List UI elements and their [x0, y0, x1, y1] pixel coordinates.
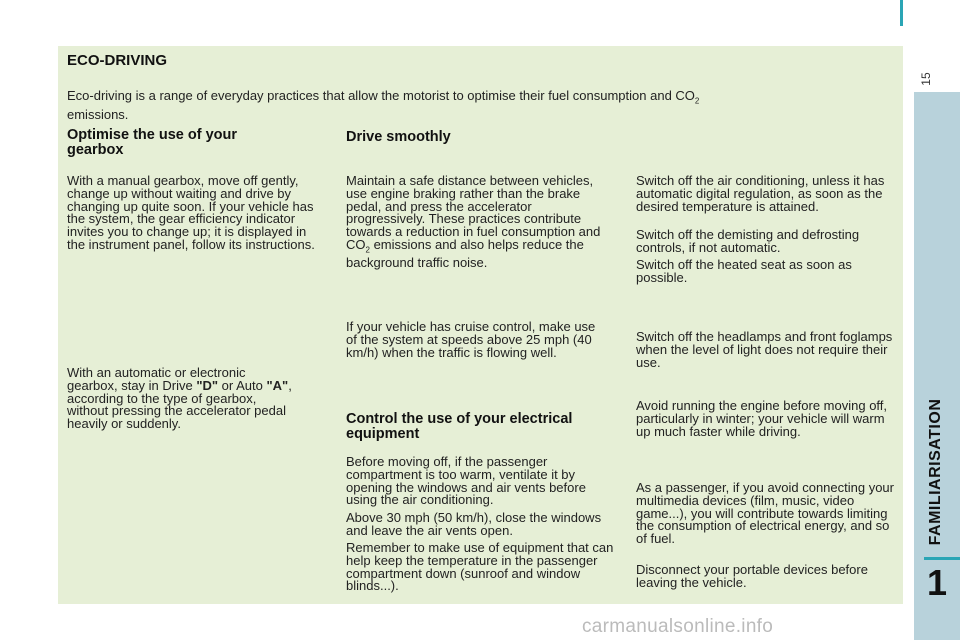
- top-accent-line: [900, 0, 903, 26]
- watermark: carmanualsonline.info: [582, 616, 774, 637]
- drive-mode-label: "D": [196, 377, 219, 393]
- intro-text-end: emissions.: [67, 106, 129, 122]
- intro-paragraph: [67, 89, 837, 121]
- chapter-divider: [924, 557, 960, 560]
- engine-idle-paragraph: Avoid running the engine before moving off, particularly in winter; your vehicle will warm up much faster while driving.: [636, 398, 888, 439]
- page-title: ECO-DRIVING: [67, 52, 168, 69]
- subscript: 2: [365, 245, 370, 255]
- portable-devices-paragraph: Disconnect your portable devices before leaving the vehicle.: [636, 562, 868, 590]
- text-run: Maintain a safe distance between vehicles, use engine braking rather than the brake pedal, and press the accelerator progressively. These practices contribute towards a reduction in fuel consumption and CO: [346, 173, 601, 252]
- heading-electrical-equipment: Control the use of your electrical equipment: [346, 411, 573, 442]
- multimedia-paragraph: As a passenger, if you avoid connecting your multimedia devices (film, music, video game...), you will contribute towards limiting the consumption of electrical energy, and so of fuel.: [636, 480, 894, 547]
- gearbox-manual-paragraph: With a manual gearbox, move off gently, change up without waiting and drive by changing up quite soon. If your vehicle has the system, the gear efficiency indicator invites you to change up; it is displayed in the instrument panel, follow its instructions.: [67, 173, 315, 252]
- text-run: With an automatic or electronic gearbox, stay in Drive: [67, 365, 246, 393]
- ventilate-paragraph: Before moving off, if the passenger compartment is too warm, ventilate it by opening the windows and air vents before using the air conditioning.: [346, 454, 586, 508]
- equipment-paragraph: Remember to make use of equipment that can help keep the temperature in the passenger compartment down (sunroof and window blinds...).: [346, 540, 614, 594]
- text-run: emissions and also helps reduce the background traffic noise.: [346, 236, 584, 271]
- headlamps-paragraph: Switch off the headlamps and front foglamps when the level of light does not require their use.: [636, 329, 893, 370]
- drive-smoothly-paragraph: [346, 175, 614, 270]
- text-run: or Auto: [218, 377, 267, 393]
- auto-mode-label: "A": [266, 377, 289, 393]
- chapter-number: 1: [926, 562, 948, 603]
- page-number: 15: [919, 72, 933, 86]
- demisting-paragraph: Switch off the demisting and defrosting controls, if not automatic.: [636, 227, 860, 255]
- chapter-label: FAMILIARISATION: [927, 398, 944, 546]
- gearbox-automatic-paragraph: [67, 367, 297, 431]
- cruise-control-paragraph: If your vehicle has cruise control, make use of the system at speeds above 25 mph (40 km/h) when the traffic is flowing well.: [346, 319, 596, 360]
- intro-subscript: 2: [694, 96, 700, 106]
- windows-paragraph: Above 30 mph (50 km/h), close the windows and leave the air vents open.: [346, 510, 602, 538]
- air-conditioning-paragraph: Switch off the air conditioning, unless it has automatic digital regulation, as soon as the desired temperature is attained.: [636, 173, 885, 214]
- heading-gearbox: Optimise the use of your gearbox: [67, 127, 237, 158]
- text-run: , according to the type of gearbox, without pressing the accelerator pedal heavily or suddenly.: [67, 377, 292, 432]
- intro-text: Eco-driving is a range of everyday practices that allow the motorist to optimise their fuel consumption and CO: [67, 88, 695, 103]
- heading-drive-smoothly: Drive smoothly: [346, 129, 451, 145]
- heated-seat-paragraph: Switch off the heated seat as soon as possible.: [636, 257, 852, 285]
